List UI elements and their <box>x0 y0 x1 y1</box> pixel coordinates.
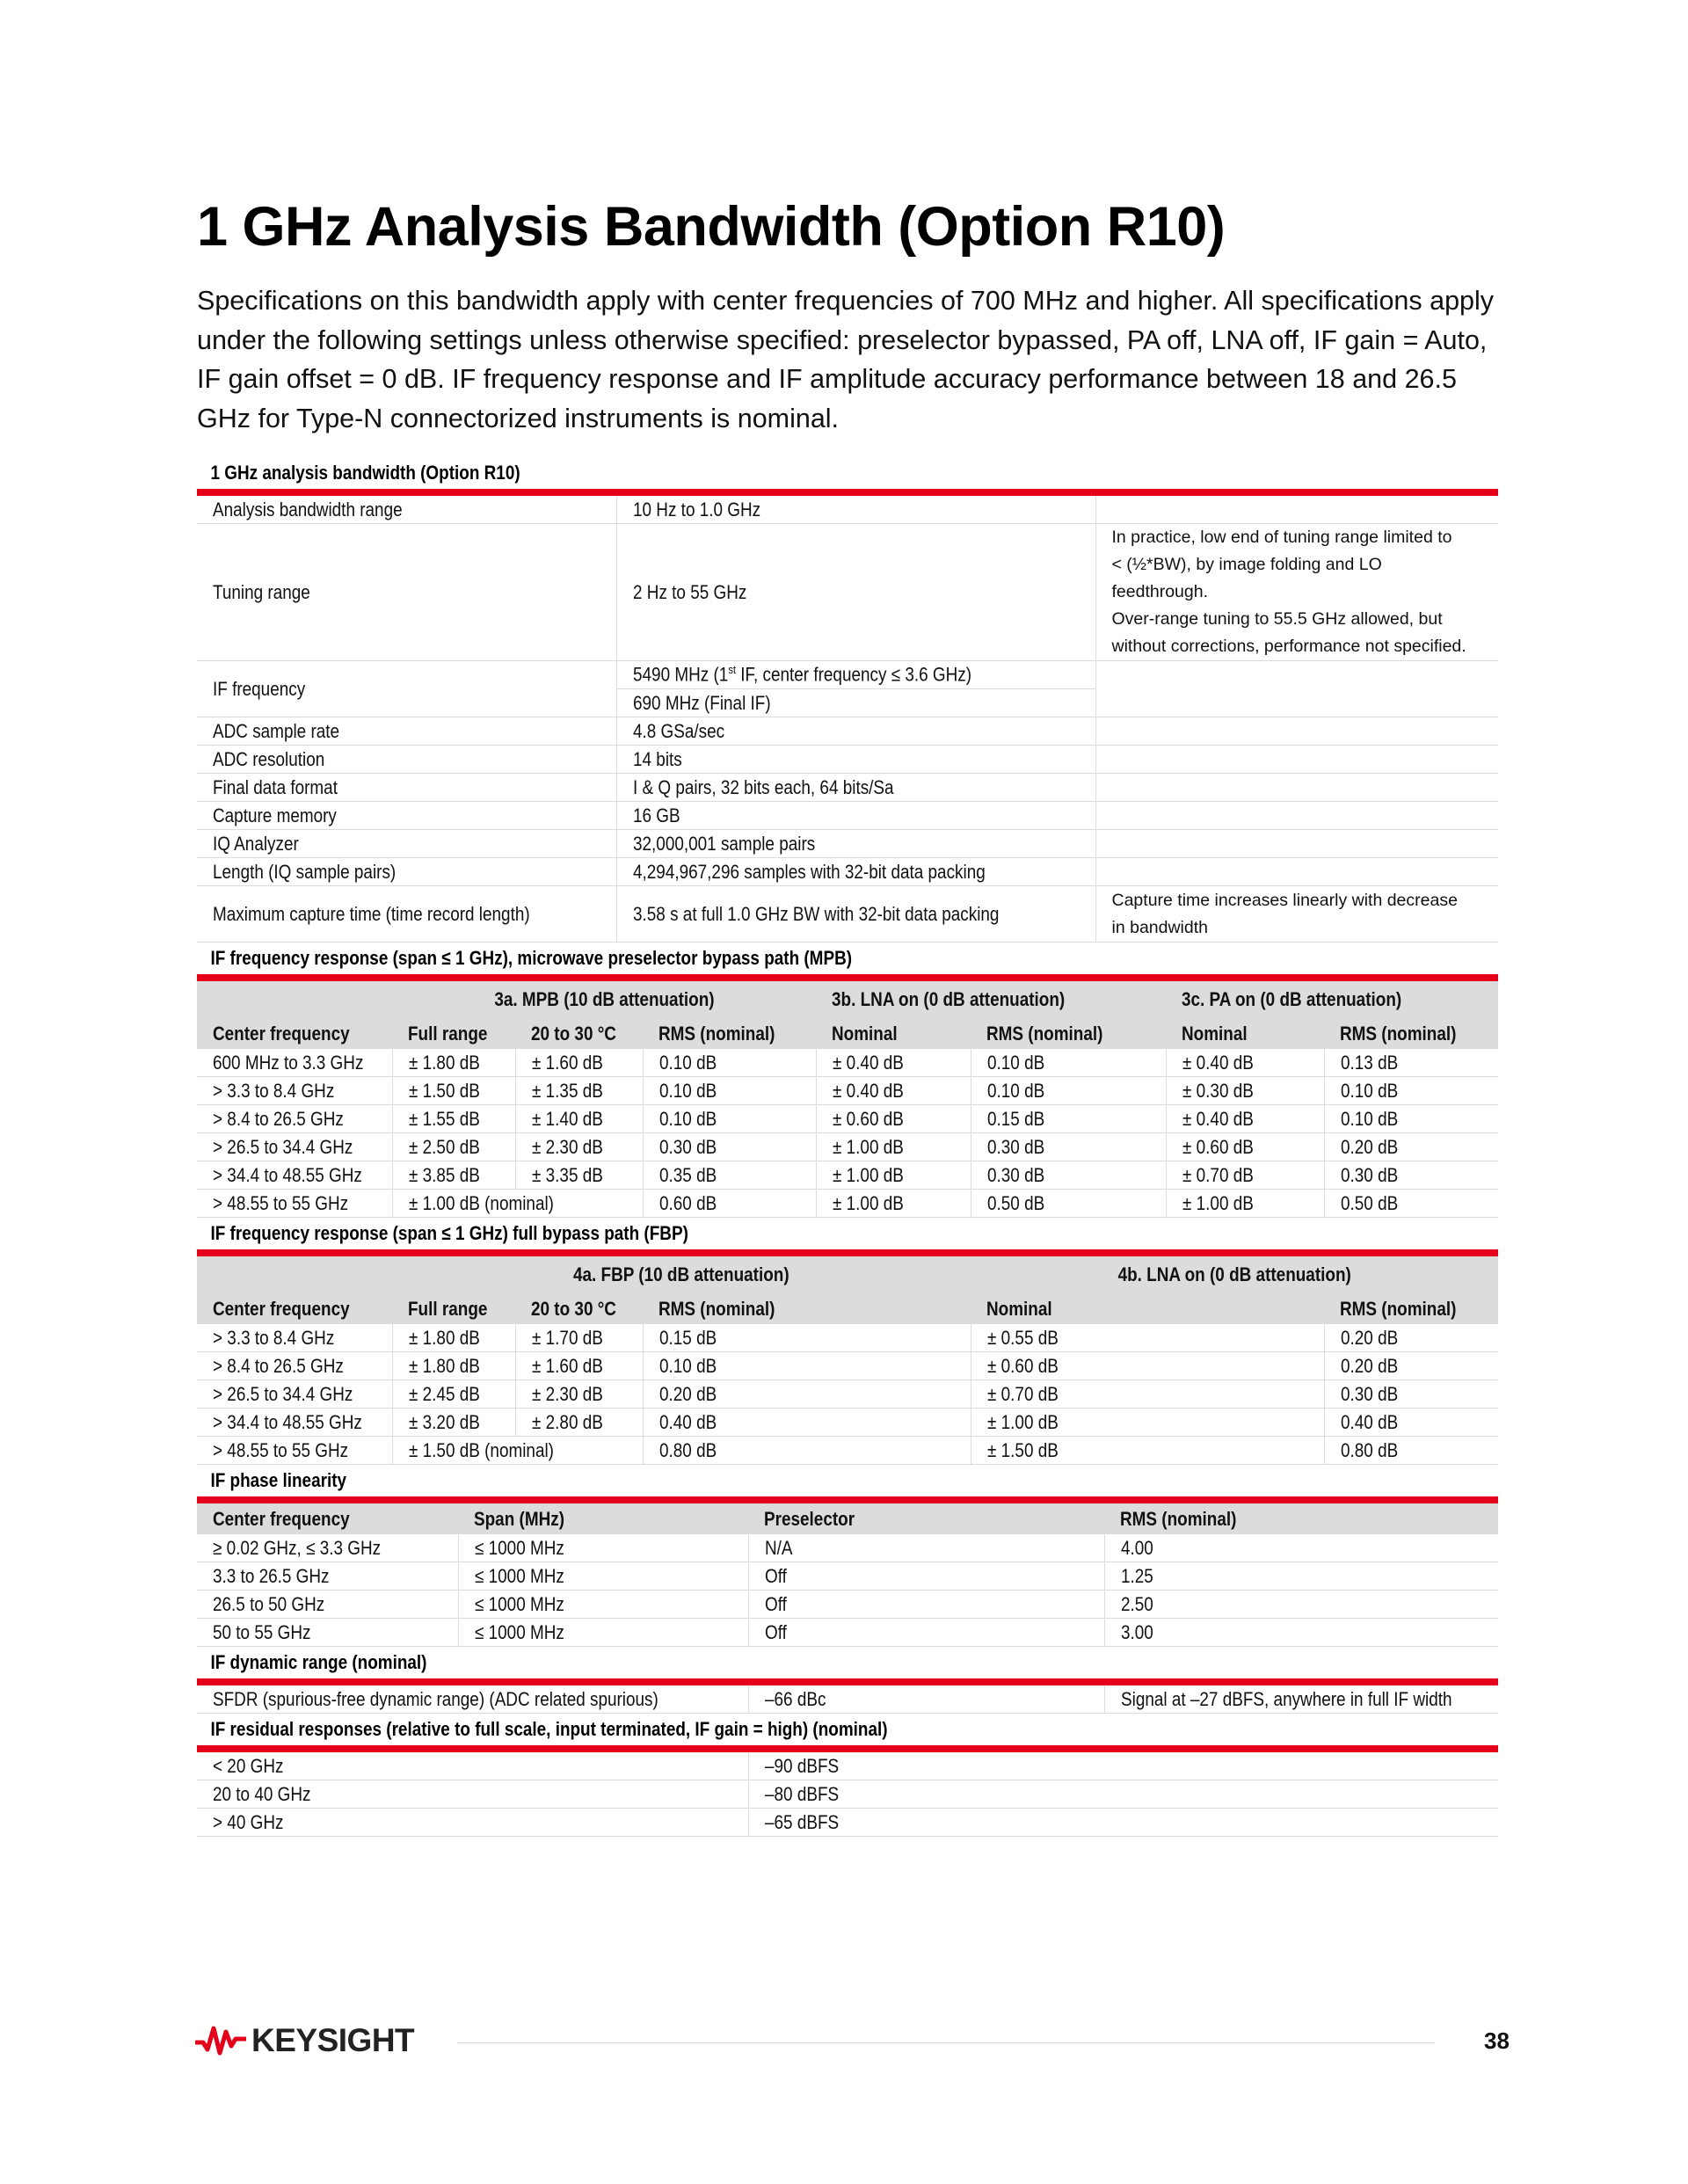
table-cell: > 3.3 to 8.4 GHz <box>197 1077 392 1105</box>
table-cell: 600 MHz to 3.3 GHz <box>197 1049 392 1077</box>
group-header-row: 3a. MPB (10 dB attenuation) 3b. LNA on (0 dB attenuation) 3c. PA on (0 dB attenuation) <box>197 981 1498 1018</box>
table-cell: 0.10 dB <box>1324 1105 1498 1133</box>
table-cell: ± 1.00 dB <box>971 1409 1324 1437</box>
table-cell: ± 2.80 dB <box>515 1409 643 1437</box>
table-cell: N/A <box>748 1534 1104 1562</box>
table-cell: 0.10 dB <box>643 1049 816 1077</box>
table-cell: ± 0.55 dB <box>971 1324 1324 1352</box>
table-residual-responses <box>197 1752 1498 1837</box>
table-cell: 0.20 dB <box>1324 1352 1498 1380</box>
table-cell: 0.10 dB <box>643 1105 816 1133</box>
table-cell: 2.50 <box>1104 1591 1498 1619</box>
table-cell: ± 1.60 dB <box>515 1049 643 1077</box>
table-cell: 50 to 55 GHz <box>197 1619 458 1647</box>
table-cell: ± 3.20 dB <box>392 1409 515 1437</box>
table-row: SFDR (spurious-free dynamic range) (ADC related spurious) –66 dBc Signal at –27 dBFS, anywhere in full IF width <box>197 1685 1498 1714</box>
intro-paragraph: Specifications on this bandwidth apply with center frequencies of 700 MHz and higher. All specifications apply under the following settings unless otherwise specified: preselector bypassed, PA off, LNA off, IF gain = Auto, IF gain offset = 0 dB. IF frequency response and IF amplitude accuracy performance between 18 and 26.5 GHz for Type-N connectorized instruments is nominal. <box>197 286 1495 433</box>
table-freq-response-mpb <box>197 981 1498 1218</box>
table-row <box>197 496 1498 524</box>
table-cell: ≤ 1000 MHz <box>458 1534 748 1562</box>
table-cell: < 20 GHz <box>197 1752 748 1780</box>
table-cell: 0.20 dB <box>1324 1324 1498 1352</box>
section-title-fbp: IF frequency response (span ≤ 1 GHz) full bypass path (FBP) <box>210 1222 688 1244</box>
table-freq-response-fbp <box>197 1256 1498 1465</box>
column-header-row: Center frequency Span (MHz) Preselector RMS (nominal) <box>197 1503 1498 1534</box>
section-title-residual: IF residual responses (relative to full scale, input terminated, IF gain = high) (nominal) <box>210 1718 888 1740</box>
table-cell: 0.30 dB <box>971 1133 1166 1161</box>
table-row: ADC sample rate 4.8 GSa/sec <box>197 717 1498 746</box>
table-cell: –80 dBFS <box>748 1780 1498 1809</box>
table-cell: Off <box>748 1562 1104 1591</box>
table-cell: ± 1.35 dB <box>515 1077 643 1105</box>
table-row: IQ Analyzer 32,000,001 sample pairs <box>197 830 1498 858</box>
table-cell: 0.10 dB <box>971 1077 1166 1105</box>
table-cell: 0.20 dB <box>1324 1133 1498 1161</box>
keysight-wave-icon <box>195 2023 246 2058</box>
table-row <box>197 661 1498 689</box>
phase-rows <box>197 1534 1498 1647</box>
row-label: IF frequency <box>213 677 306 700</box>
table-cell: 0.35 dB <box>643 1161 816 1190</box>
table-cell: ± 3.35 dB <box>515 1161 643 1190</box>
keysight-logo <box>195 2020 414 2061</box>
table-row <box>197 1619 1498 1647</box>
table-row <box>197 1133 1498 1161</box>
section-title-mpb: IF frequency response (span ≤ 1 GHz), microwave preselector bypass path (MPB) <box>210 947 853 969</box>
section-title-r10: 1 GHz analysis bandwidth (Option R10) <box>210 462 520 484</box>
table-cell: 0.10 dB <box>971 1049 1166 1077</box>
table-cell: ± 0.40 dB <box>1166 1049 1324 1077</box>
table-row <box>197 1809 1498 1837</box>
table-cell: 0.15 dB <box>971 1105 1166 1133</box>
section-divider <box>197 1496 1498 1503</box>
table-cell: ± 0.40 dB <box>1166 1105 1324 1133</box>
table-cell: Off <box>748 1591 1104 1619</box>
table-cell: 0.10 dB <box>643 1077 816 1105</box>
table-cell: –90 dBFS <box>748 1752 1498 1780</box>
table-row <box>197 1049 1498 1077</box>
table-cell: 20 to 40 GHz <box>197 1780 748 1809</box>
table-cell: ± 2.50 dB <box>392 1133 515 1161</box>
fbp-rows <box>197 1324 1498 1437</box>
table-cell: 0.15 dB <box>643 1324 971 1352</box>
table-cell: > 34.4 to 48.55 GHz <box>197 1409 392 1437</box>
table-row <box>197 524 1498 661</box>
row-value: 690 MHz (Final IF) <box>632 691 771 714</box>
table-cell: ± 1.40 dB <box>515 1105 643 1133</box>
table-cell: 0.30 dB <box>643 1133 816 1161</box>
table-cell: ≤ 1000 MHz <box>458 1562 748 1591</box>
table-cell: > 8.4 to 26.5 GHz <box>197 1105 392 1133</box>
row-label: Tuning range <box>213 580 310 603</box>
table-r10-general <box>197 496 1498 943</box>
section-divider <box>197 489 1498 496</box>
table-cell: ± 0.40 dB <box>816 1049 971 1077</box>
table-cell: ± 1.50 dB <box>392 1077 515 1105</box>
table-cell: > 40 GHz <box>197 1809 748 1837</box>
table-row <box>197 1752 1498 1780</box>
section-title-phase: IF phase linearity <box>210 1469 347 1491</box>
table-cell: ± 0.60 dB <box>816 1105 971 1133</box>
mpb-rows <box>197 1049 1498 1190</box>
table-cell: ± 0.70 dB <box>971 1380 1324 1409</box>
table-cell: ± 1.00 dB <box>816 1133 971 1161</box>
table-cell: > 3.3 to 8.4 GHz <box>197 1324 392 1352</box>
table-row <box>197 1409 1498 1437</box>
row-label: Analysis bandwidth range <box>213 498 403 521</box>
table-cell: ± 2.30 dB <box>515 1380 643 1409</box>
table-cell: ≤ 1000 MHz <box>458 1591 748 1619</box>
table-cell: ± 1.80 dB <box>392 1324 515 1352</box>
table-row <box>197 1324 1498 1352</box>
table-row: > 48.55 to 55 GHz ± 1.00 dB (nominal) 0.60 dB ± 1.00 dB 0.50 dB ± 1.00 dB 0.50 dB <box>197 1190 1498 1218</box>
table-row <box>197 1380 1498 1409</box>
row-note: In practice, low end of tuning range limited to < (½*BW), by image folding and LO feedthrough. Over-range tuning to 55.5 GHz allowed, but without corrections, performance not specified. <box>1095 524 1498 661</box>
residual-rows <box>197 1752 1498 1837</box>
table-row: Final data format I & Q pairs, 32 bits each, 64 bits/Sa <box>197 774 1498 802</box>
table-cell: 26.5 to 50 GHz <box>197 1591 458 1619</box>
table-cell: Off <box>748 1619 1104 1647</box>
table-row: Maximum capture time (time record length) 3.58 s at full 1.0 GHz BW with 32-bit data packing Capture time increases linearly with decrease in bandwidth <box>197 886 1498 943</box>
table-cell: ± 2.30 dB <box>515 1133 643 1161</box>
table-row: Length (IQ sample pairs) 4,294,967,296 samples with 32-bit data packing <box>197 858 1498 886</box>
table-cell: ± 1.80 dB <box>392 1352 515 1380</box>
table-cell: ± 1.60 dB <box>515 1352 643 1380</box>
table-cell: ± 0.60 dB <box>1166 1133 1324 1161</box>
table-cell: ≥ 0.02 GHz, ≤ 3.3 GHz <box>197 1534 458 1562</box>
table-cell: ± 0.70 dB <box>1166 1161 1324 1190</box>
table-row: Capture memory 16 GB <box>197 802 1498 830</box>
section-title-dynamic-range: IF dynamic range (nominal) <box>210 1651 427 1673</box>
table-row: > 48.55 to 55 GHz ± 1.50 dB (nominal) 0.80 dB ± 1.50 dB 0.80 dB <box>197 1437 1498 1465</box>
row-value: 2 Hz to 55 GHz <box>632 580 746 603</box>
section-divider <box>197 974 1498 981</box>
group-header-row: 4a. FBP (10 dB attenuation) 4b. LNA on (0 dB attenuation) <box>197 1256 1498 1293</box>
table-cell: 0.40 dB <box>643 1409 971 1437</box>
section-divider <box>197 1249 1498 1256</box>
table-cell: 0.10 dB <box>1324 1077 1498 1105</box>
table-cell: 3.00 <box>1104 1619 1498 1647</box>
table-cell: 0.30 dB <box>971 1161 1166 1190</box>
table-cell: 1.25 <box>1104 1562 1498 1591</box>
column-header-row: Center frequency Full range 20 to 30 °C RMS (nominal) Nominal RMS (nominal) <box>197 1293 1498 1324</box>
table-cell: ± 1.70 dB <box>515 1324 643 1352</box>
footer-divider <box>457 2042 1435 2043</box>
table-cell: ± 1.80 dB <box>392 1049 515 1077</box>
table-row <box>197 1534 1498 1562</box>
table-row <box>197 1591 1498 1619</box>
table-cell: ± 0.60 dB <box>971 1352 1324 1380</box>
table-cell: 0.40 dB <box>1324 1409 1498 1437</box>
table-phase-linearity <box>197 1503 1498 1647</box>
section-divider <box>197 1678 1498 1685</box>
section-divider <box>197 1745 1498 1752</box>
table-cell: > 8.4 to 26.5 GHz <box>197 1352 392 1380</box>
table-cell: 3.3 to 26.5 GHz <box>197 1562 458 1591</box>
brand-name: KEYSIGHT <box>251 2022 415 2058</box>
table-cell: 0.20 dB <box>643 1380 971 1409</box>
spec-tables <box>197 457 1498 1837</box>
table-row <box>197 1161 1498 1190</box>
table-row <box>197 1562 1498 1591</box>
table-cell: 0.10 dB <box>643 1352 971 1380</box>
table-dynamic-range <box>197 1685 1498 1714</box>
table-row <box>197 1105 1498 1133</box>
row-value: 10 Hz to 1.0 GHz <box>632 498 760 521</box>
table-cell: ± 1.55 dB <box>392 1105 515 1133</box>
row-note: Capture time increases linearly with decrease in bandwidth <box>1095 886 1498 943</box>
table-row <box>197 1077 1498 1105</box>
table-cell: > 26.5 to 34.4 GHz <box>197 1380 392 1409</box>
page-title: 1 GHz Analysis Bandwidth (Option R10) <box>197 196 1226 258</box>
table-cell: 0.30 dB <box>1324 1380 1498 1409</box>
table-cell: 0.30 dB <box>1324 1161 1498 1190</box>
table-cell: > 26.5 to 34.4 GHz <box>197 1133 392 1161</box>
table-row: ADC resolution 14 bits <box>197 746 1498 774</box>
table-cell: ± 3.85 dB <box>392 1161 515 1190</box>
row-value: 5490 MHz (1st IF, center frequency ≤ 3.6 GHz) <box>632 663 971 686</box>
table-cell: ± 1.00 dB <box>816 1161 971 1190</box>
table-row <box>197 1780 1498 1809</box>
table-cell: ± 0.40 dB <box>816 1077 971 1105</box>
column-header-row: Center frequency Full range 20 to 30 °C RMS (nominal) Nominal RMS (nominal) Nominal RMS (nominal) <box>197 1018 1498 1049</box>
page-number: 38 <box>1484 2027 1510 2054</box>
table-cell: 0.13 dB <box>1324 1049 1498 1077</box>
table-cell: –65 dBFS <box>748 1809 1498 1837</box>
table-cell: ≤ 1000 MHz <box>458 1619 748 1647</box>
table-cell: ± 2.45 dB <box>392 1380 515 1409</box>
table-cell: > 34.4 to 48.55 GHz <box>197 1161 392 1190</box>
table-cell: 4.00 <box>1104 1534 1498 1562</box>
table-cell: ± 0.30 dB <box>1166 1077 1324 1105</box>
table-row <box>197 1352 1498 1380</box>
